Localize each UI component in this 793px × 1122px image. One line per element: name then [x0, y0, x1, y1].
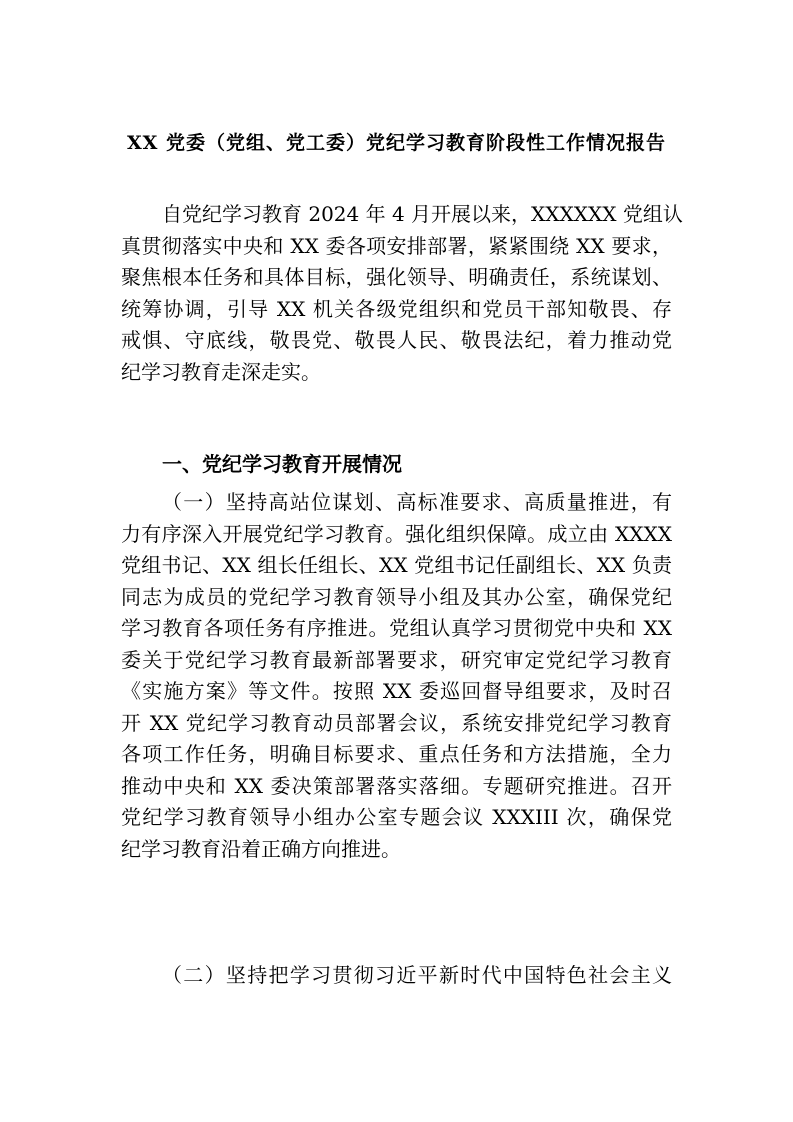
paragraph-line: 戒惧、守底线，敬畏党、敬畏人民、敬畏法纪，着力推动党	[121, 328, 672, 352]
paragraph-line: 开 XX 党纪学习教育动员部署会议，系统安排党纪学习教育	[121, 711, 672, 735]
paragraph-line: 纪学习教育走深走实。	[121, 360, 321, 384]
paragraph-line: 力有序深入开展党纪学习教育。强化组织保障。成立由 XXXX	[121, 522, 672, 546]
section-heading: 一、党纪学习教育开展情况	[162, 452, 402, 476]
paragraph-line: （二）坚持把学习贯彻习近平新时代中国特色社会主义	[162, 963, 672, 987]
paragraph-line: 各项工作任务，明确目标要求、重点任务和方法措施，全力	[121, 742, 672, 766]
paragraph-line: 统筹协调，引导 XX 机关各级党组织和党员干部知敬畏、存	[121, 297, 672, 321]
paragraph-line: 推动中央和 XX 委决策部署落实落细。专题研究推进。召开	[121, 774, 672, 798]
paragraph-line: 党组书记、XX 组长任组长、XX 党组书记任副组长、XX 负责	[121, 553, 672, 577]
paragraph-line: 自党纪学习教育 2024 年 4 月开展以来，XXXXXX 党组认	[162, 202, 683, 226]
paragraph-line: 党纪学习教育领导小组办公室专题会议 XXXIII 次，确保党	[121, 805, 672, 829]
paragraph-line: 学习教育各项任务有序推进。党组认真学习贯彻党中央和 XX	[121, 616, 672, 640]
document-title: XX 党委（党组、党工委）党纪学习教育阶段性工作情况报告	[126, 132, 667, 154]
paragraph-line: 聚焦根本任务和具体目标，强化领导、明确责任，系统谋划、	[121, 265, 672, 289]
paragraph-line: 同志为成员的党纪学习教育领导小组及其办公室，确保党纪	[121, 585, 672, 609]
paragraph-line: 纪学习教育沿着正确方向推进。	[121, 837, 401, 861]
paragraph-line: 《实施方案》等文件。按照 XX 委巡回督导组要求，及时召	[121, 679, 672, 703]
paragraph-line: 真贯彻落实中央和 XX 委各项安排部署，紧紧围绕 XX 要求，	[121, 234, 672, 258]
paragraph-line: 委关于党纪学习教育最新部署要求，研究审定党纪学习教育	[121, 648, 672, 672]
paragraph-line: （一）坚持高站位谋划、高标准要求、高质量推进，有	[162, 490, 672, 514]
